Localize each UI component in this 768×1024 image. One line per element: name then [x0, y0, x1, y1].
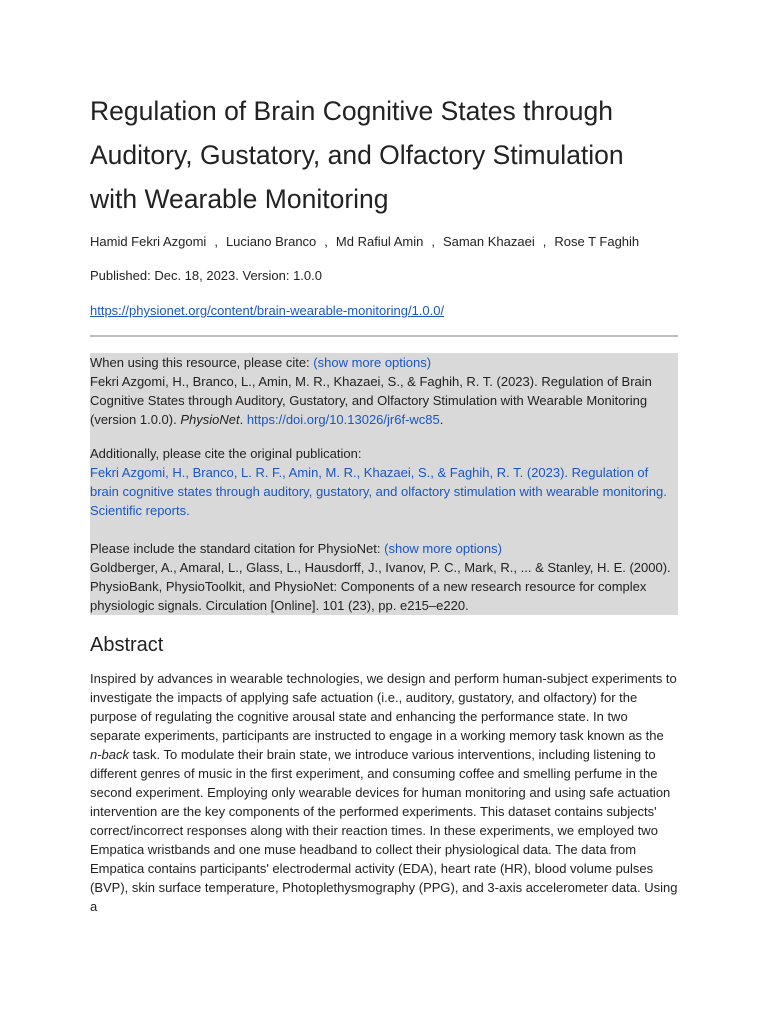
original-publication-link[interactable]: Fekri Azgomi, H., Branco, L. R. F., Amin, M. R., Khazaei, S., & Faghih, R. T. (2023). Regulation of brain cognitive states through auditory, gustatory, and olfactory stimulation with wearable monitoring. Scientific reports. [90, 465, 667, 518]
published-info: Published: Dec. 18, 2023. Version: 1.0.0 [90, 268, 322, 283]
additional-citation-block [90, 444, 678, 520]
author-link[interactable]: Hamid Fekri Azgomi [90, 234, 207, 249]
standard-show-more-options-link[interactable]: (show more options) [384, 541, 502, 556]
author-link[interactable]: Md Rafiul Amin [335, 234, 424, 249]
additional-intro: Additionally, please cite the original publication: [90, 446, 362, 461]
abstract-emphasis: n-back [90, 747, 130, 762]
standard-citation-text: Goldberger, A., Amaral, L., Glass, L., Hausdorff, J., Ivanov, P. C., Mark, R., ... & Stanley, H. E. (2000). PhysioBank, PhysioToolkit, and PhysioNet: Components of a new research resource for complex physiologic signals. Circulation [Online]. 101 (23), pp. e215–e220. [90, 560, 671, 613]
citation-block [90, 353, 678, 429]
citation-intro: When using this resource, please cite: [90, 355, 310, 370]
author-separator: , [214, 234, 218, 249]
author-separator: , [431, 234, 435, 249]
author-list [90, 232, 639, 251]
page-title: Regulation of Brain Cognitive States through Auditory, Gustatory, and Olfactory Stimulation with Wearable Monitoring [90, 96, 624, 214]
citation-text: Fekri Azgomi, H., Branco, L., Amin, M. R., Khazaei, S., & Faghih, R. T. (2023). Regulation of Brain Cognitive States through Auditory, Gustatory, and Olfactory Stimulation with Wearable Monitoring (version 1.0.0). PhysioNet. https://doi.org/10.13026/jr6f-wc85. [90, 374, 652, 427]
show-more-options-link[interactable]: (show more options) [313, 355, 432, 370]
standard-citation-block [90, 539, 678, 615]
abstract-text: Inspired by advances in wearable technologies, we design and perform human-subject experiments to investigate the impacts of applying safe actuation (i.e., auditory, gustatory, and olfactory) for the purpose of regulating the cognitive arousal state and enhancing the performance state. In two separate experiments, participants are instructed to engage in a working memory task known as the n-back task. To modulate their brain state, we introduce various interventions, including listening to different genres of music in the first experiment, and consuming coffee and smelling perfume in the second experiment. Employing only wearable devices for human monitoring and using safe actuation intervention are the key components of the performed experiments. This dataset contains subjects' correct/incorrect responses along with their reaction times. In these experiments, we employed two Empatica wristbands and one muse headband to collect their physiological data. The data from Empatica contains participants' electrodermal activity (EDA), heart rate (HR), blood volume pulses (BVP), skin surface temperature, Photoplethysmography (PPG), and 3-axis accelerometer data. Using a [90, 671, 678, 914]
author-separator: , [324, 234, 328, 249]
citation-box [90, 353, 678, 615]
author-separator: , [542, 234, 547, 249]
doi-link[interactable]: https://doi.org/10.13026/jr6f-wc85 [246, 412, 440, 427]
author-link[interactable]: Rose T Faghih [554, 234, 640, 249]
standard-citation-intro: Please include the standard citation for PhysioNet: [90, 541, 381, 556]
author-link[interactable]: Luciano Branco [225, 234, 317, 249]
citation-journal: PhysioNet [180, 412, 240, 427]
resource-url-link[interactable]: https://physionet.org/content/brain-wearable-monitoring/1.0.0/ [90, 303, 445, 318]
divider [90, 335, 678, 337]
abstract-heading: Abstract [90, 634, 164, 656]
author-link[interactable]: Saman Khazaei [442, 234, 535, 249]
